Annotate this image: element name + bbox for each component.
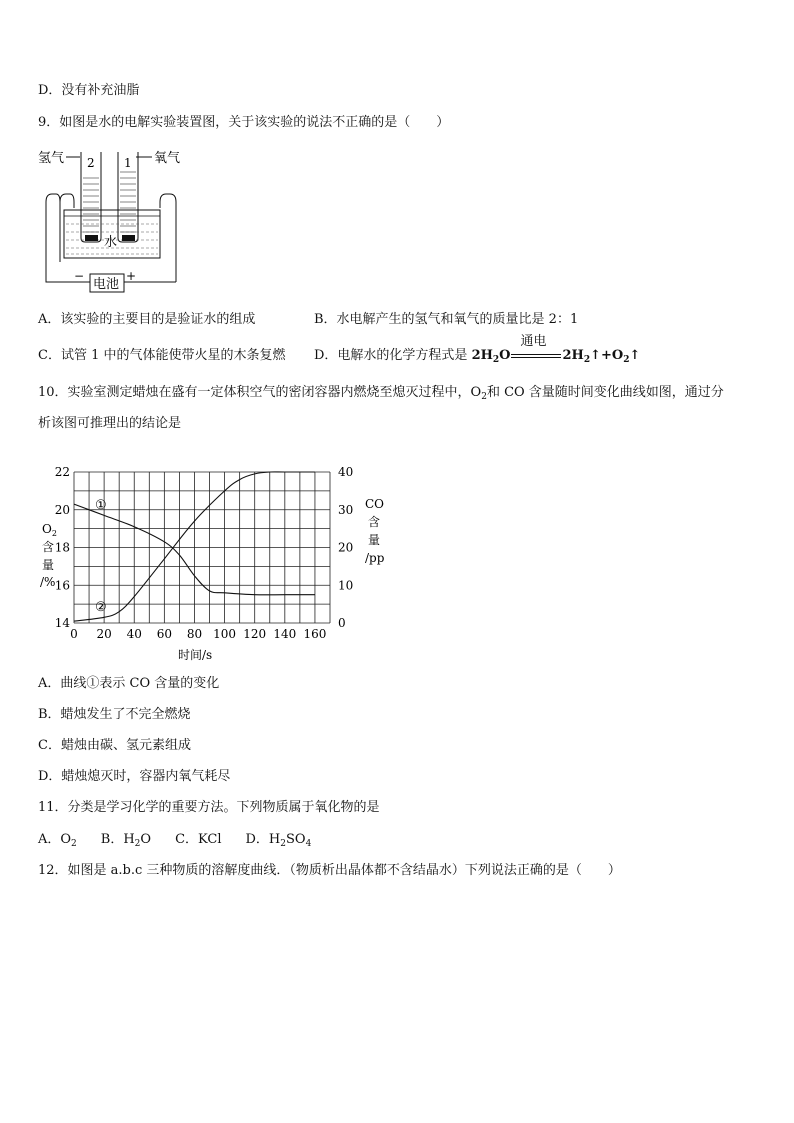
x-tick-label: 60 [156,627,172,641]
wire-right-hook [160,194,176,282]
q10-option-b: B．蜡烛发生了不完全燃烧 [38,707,191,722]
wire-left-hook [60,194,74,262]
q11-option-b: B．$H_2O$ [100,832,152,849]
y-right-tick-label: 30 [338,502,354,517]
q9-option-b [314,311,578,329]
y-right-tick-label: 10 [338,578,354,593]
left-axis-char2: 量 [42,558,55,572]
x-tick-label: 100 [213,627,237,641]
x-tick-label: 40 [126,627,142,641]
battery-label: 电池 [93,277,120,292]
x-tick-label: 0 [70,627,78,641]
equation-condition: 通电 [520,334,547,349]
x-tick-label: 20 [96,627,112,641]
q9-option-c: C．试管 1 中的气体能使带火星的木条复燃 [38,348,286,363]
electrode-right [122,235,135,241]
y-right-tick-label: 0 [338,616,346,630]
electrode-left [85,235,98,241]
q9-option-d [314,334,641,369]
equation-condition-arrow [510,334,562,365]
q10-option-c: C．蜡烛由碳、氢元素组成 [38,738,191,753]
q9-stem: 9．如图是水的电解实验装置图，关于该实验的说法不正确的是（ ） [38,115,450,130]
y-left-tick-label: 18 [54,540,70,555]
q11-option-d: D．$H_2SO_4$ [245,832,312,849]
q11-stem: 11．分类是学习化学的重要方法。下列物质属于氧化物的是 [38,800,380,815]
tube-liquid-hatch [83,172,136,232]
curve-1-marker: ① [95,498,107,513]
left-axis-unit: /% [40,575,56,589]
water-trough [64,210,160,258]
equation-left: $2H_2O$ [471,348,511,365]
q10-stem-line1: 10．实验室测定蜡烛在盛有一定体积空气的密闭容器内燃烧至熄灭过程中，$O_2$和 CO 含量随时间变化曲线如图，通过分 [38,385,724,402]
x-tick-label: 80 [186,627,203,641]
q10-option-d: D．蜡烛熄灭时，容器内氧气耗尽 [38,769,231,784]
q9-option-a: A．该实验的主要目的是验证水的组成 [38,312,256,327]
hydrogen-label: 氢气 [38,151,65,166]
q9-option-b-text: B．水电解产生的氢气和氧气的质量比是 2：1 [314,312,579,327]
q12-stem: 12．如图是 a.b.c 三种物质的溶解度曲线．（物质析出晶体都不含结晶水）下列说法正确的是（ ） [38,863,621,878]
electrolysis-figure [38,142,198,298]
right-axis-char2: 量 [368,533,381,547]
tube-2-number: 2 [87,156,95,170]
q11-options [38,831,311,853]
right-axis-unit: /pp [365,551,385,565]
o2-co-chart [38,445,398,670]
y-right-tick-label: 40 [338,465,354,479]
y-left-tick-label: 16 [54,578,70,593]
x-axis-label: 时间/s [178,648,213,662]
battery-minus: − [74,269,85,283]
oxygen-label: 氧气 [154,151,181,166]
chart-grid [74,472,330,623]
x-tick-label: 140 [273,627,297,641]
y-left-tick-label: 14 [54,616,70,630]
x-tick-label: 160 [303,627,327,641]
y-right-tick-label: 20 [338,540,354,555]
y-left-tick-label: 20 [54,502,70,517]
q10-stem-line2: 析该图可推理出的结论是 [38,416,182,431]
q11-option-a: A．$O_2$ [38,832,77,849]
curve-2-marker: ② [95,600,107,615]
q11-option-c: C．KCl [175,832,222,847]
wire-left-top [46,194,60,202]
right-axis-char1: 含 [368,515,381,529]
q9-option-d-prefix: D．电解水的化学方程式是 [314,348,472,363]
right-axis-co: CO [365,497,385,511]
battery-plus: + [126,269,137,283]
left-axis-char1: 含 [42,540,55,554]
left-axis-o2: $O_2$ [42,522,57,538]
q8-option-d: D．没有补充油脂 [38,83,140,98]
q10-option-a: A．曲线①表示 CO 含量的变化 [38,676,220,691]
y-left-tick-label: 22 [54,465,70,479]
tube-1-number: 1 [124,156,132,170]
x-tick-label: 120 [243,627,267,641]
water-label: 水 [104,235,118,250]
equation-right: $2H_2↑+O_2↑$ [562,348,641,365]
